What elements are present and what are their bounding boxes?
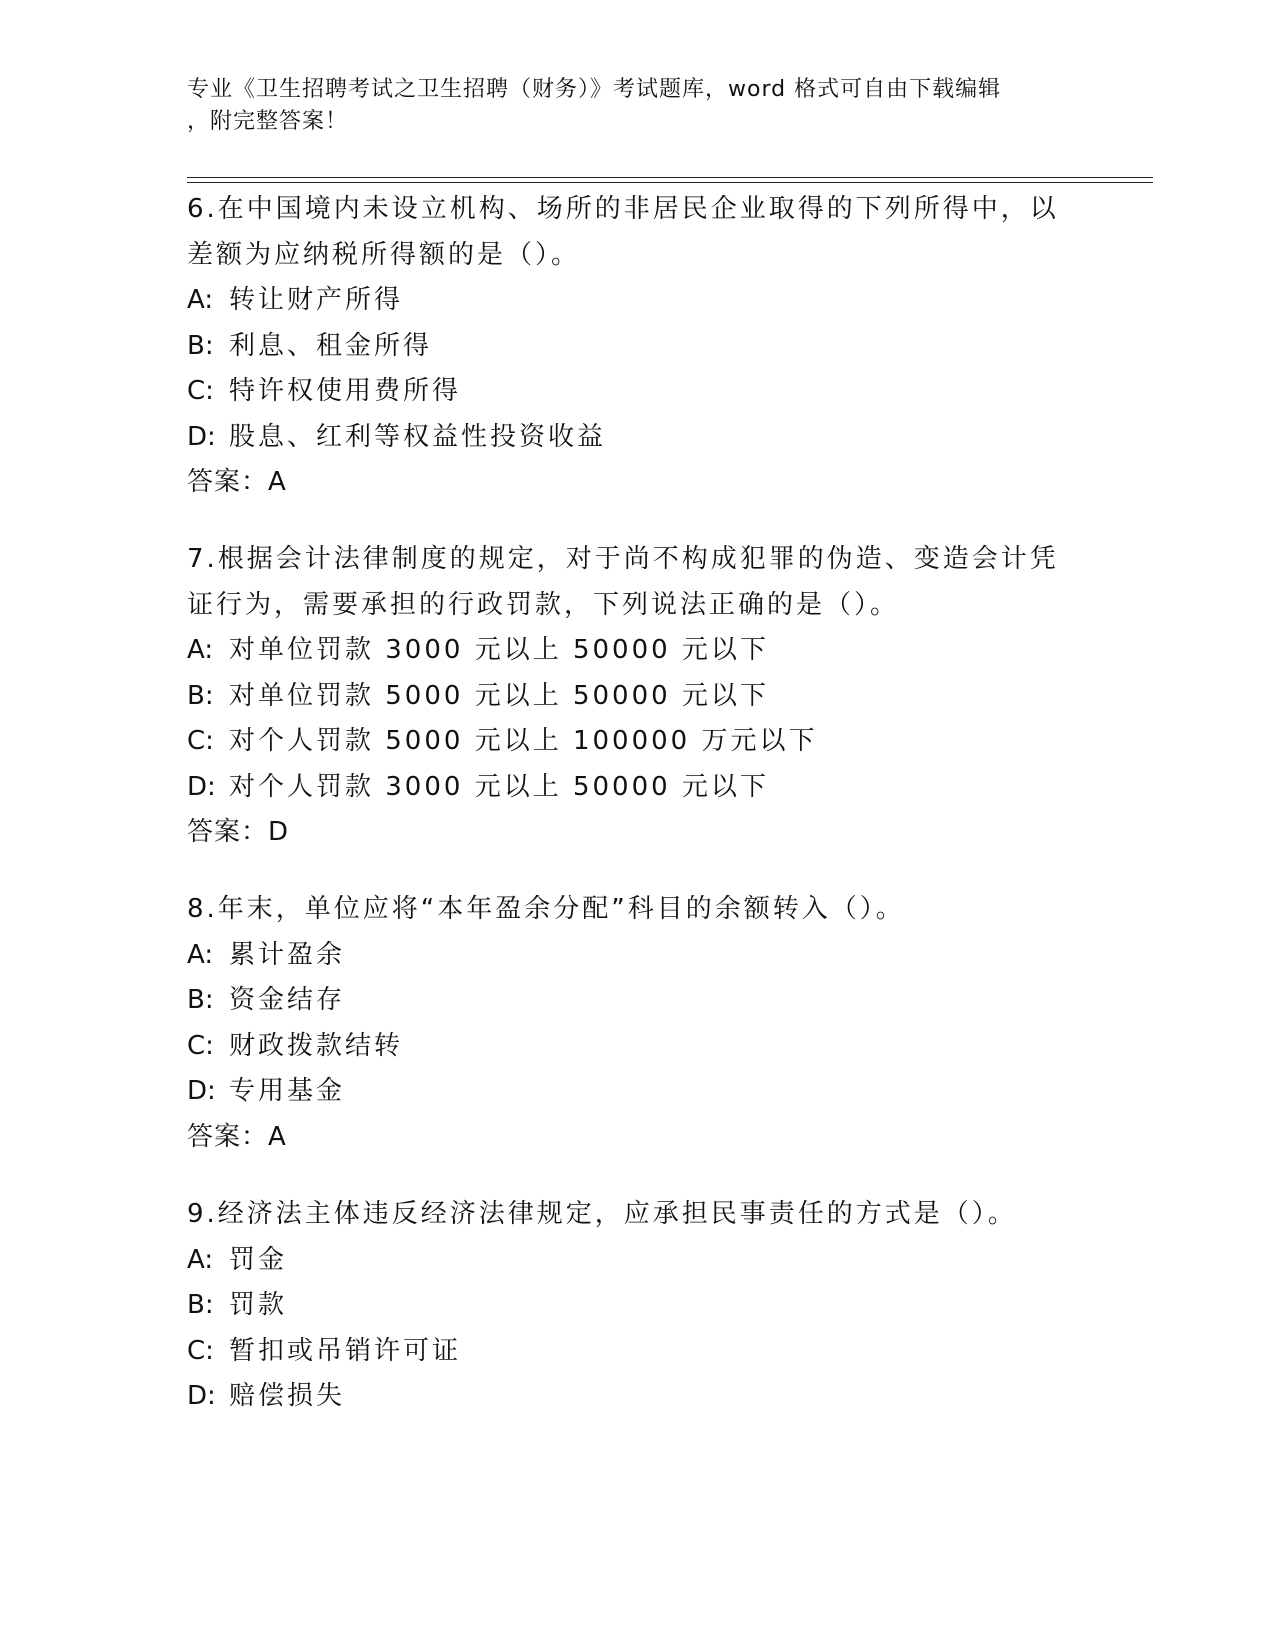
- option-a: [187, 628, 1067, 674]
- answer-line: 答案：D: [187, 817, 290, 847]
- option-letter: A:: [187, 285, 214, 315]
- option-b: [187, 324, 1067, 370]
- option-b: [187, 1283, 1067, 1329]
- option-letter: B:: [187, 985, 214, 1015]
- option-b: [187, 978, 1067, 1024]
- option-letter: D:: [187, 771, 216, 802]
- question-6: [187, 187, 1067, 506]
- option-text: 累计盈余: [229, 939, 346, 970]
- header-divider-thin: [187, 182, 1153, 183]
- document-header: [187, 74, 1067, 138]
- option-letter: D:: [187, 1076, 216, 1106]
- option-text: 利息、租金所得: [229, 330, 433, 361]
- option-d: [187, 415, 1067, 461]
- question-text-line: 9.经济法主体违反经济法律规定，应承担民事责任的方式是（）。: [187, 1199, 1017, 1229]
- option-d: [187, 1374, 1067, 1420]
- option-text: 赔偿损失: [229, 1381, 346, 1411]
- header-divider: [187, 177, 1153, 178]
- option-letter: D:: [187, 1381, 216, 1411]
- option-text: 对单位罚款 5000 元以上 50000 元以下: [229, 680, 769, 711]
- option-text: 罚金: [229, 1244, 288, 1275]
- option-letter: A:: [187, 635, 214, 665]
- option-b: [187, 674, 1067, 720]
- question-text-line: 证行为，需要承担的行政罚款，下列说法正确的是（）。: [187, 589, 900, 620]
- option-a: [187, 933, 1067, 979]
- option-text: 对个人罚款 3000 元以上 50000 元以下: [229, 771, 769, 802]
- option-a: [187, 1238, 1067, 1284]
- option-text: 专用基金: [229, 1076, 346, 1106]
- option-letter: A:: [187, 1244, 214, 1275]
- option-letter: C:: [187, 1030, 214, 1061]
- option-letter: C:: [187, 376, 214, 406]
- option-text: 股息、红利等权益性投资收益: [229, 421, 607, 452]
- question-text-line: 差额为应纳税所得额的是（）。: [187, 239, 581, 270]
- option-text: 罚款: [229, 1290, 288, 1320]
- option-letter: B:: [187, 330, 214, 361]
- option-d: [187, 765, 1067, 811]
- option-text: 暂扣或吊销许可证: [229, 1335, 462, 1366]
- option-text: 对个人罚款 5000 元以上 100000 万元以下: [229, 726, 818, 756]
- answer-line: 答案：A: [187, 1121, 287, 1152]
- question-text-line: 6.在中国境内未设立机构、场所的非居民企业取得的下列所得中，以: [187, 194, 1059, 224]
- option-c: [187, 1329, 1067, 1375]
- option-text: 财政拨款结转: [229, 1030, 404, 1061]
- option-c: [187, 369, 1067, 415]
- option-text: 特许权使用费所得: [229, 376, 462, 406]
- option-letter: D:: [187, 421, 216, 452]
- option-c: [187, 1024, 1067, 1070]
- question-text-line: 7.根据会计法律制度的规定，对于尚不构成犯罪的伪造、变造会计凭: [187, 544, 1059, 574]
- answer-line: 答案：A: [187, 467, 287, 497]
- question-text-line: 8.年末，单位应将“本年盈余分配”科目的余额转入（）。: [187, 894, 905, 924]
- option-letter: B:: [187, 680, 214, 711]
- option-letter: A:: [187, 939, 214, 970]
- question-9: [187, 1192, 1067, 1420]
- option-a: [187, 278, 1067, 324]
- option-text: 资金结存: [229, 985, 346, 1015]
- option-text: 转让财产所得: [229, 285, 404, 315]
- question-8: [187, 887, 1067, 1160]
- option-letter: C:: [187, 726, 214, 756]
- question-7: [187, 537, 1067, 856]
- header-line-2: ，附完整答案！: [187, 109, 349, 134]
- header-line-1: 专业《卫生招聘考试之卫生招聘（财务）》考试题库，word 格式可自由下载编辑: [187, 77, 1002, 102]
- option-letter: C:: [187, 1335, 214, 1366]
- option-c: [187, 719, 1067, 765]
- option-letter: B:: [187, 1290, 214, 1320]
- option-text: 对单位罚款 3000 元以上 50000 元以下: [229, 635, 769, 665]
- option-d: [187, 1069, 1067, 1115]
